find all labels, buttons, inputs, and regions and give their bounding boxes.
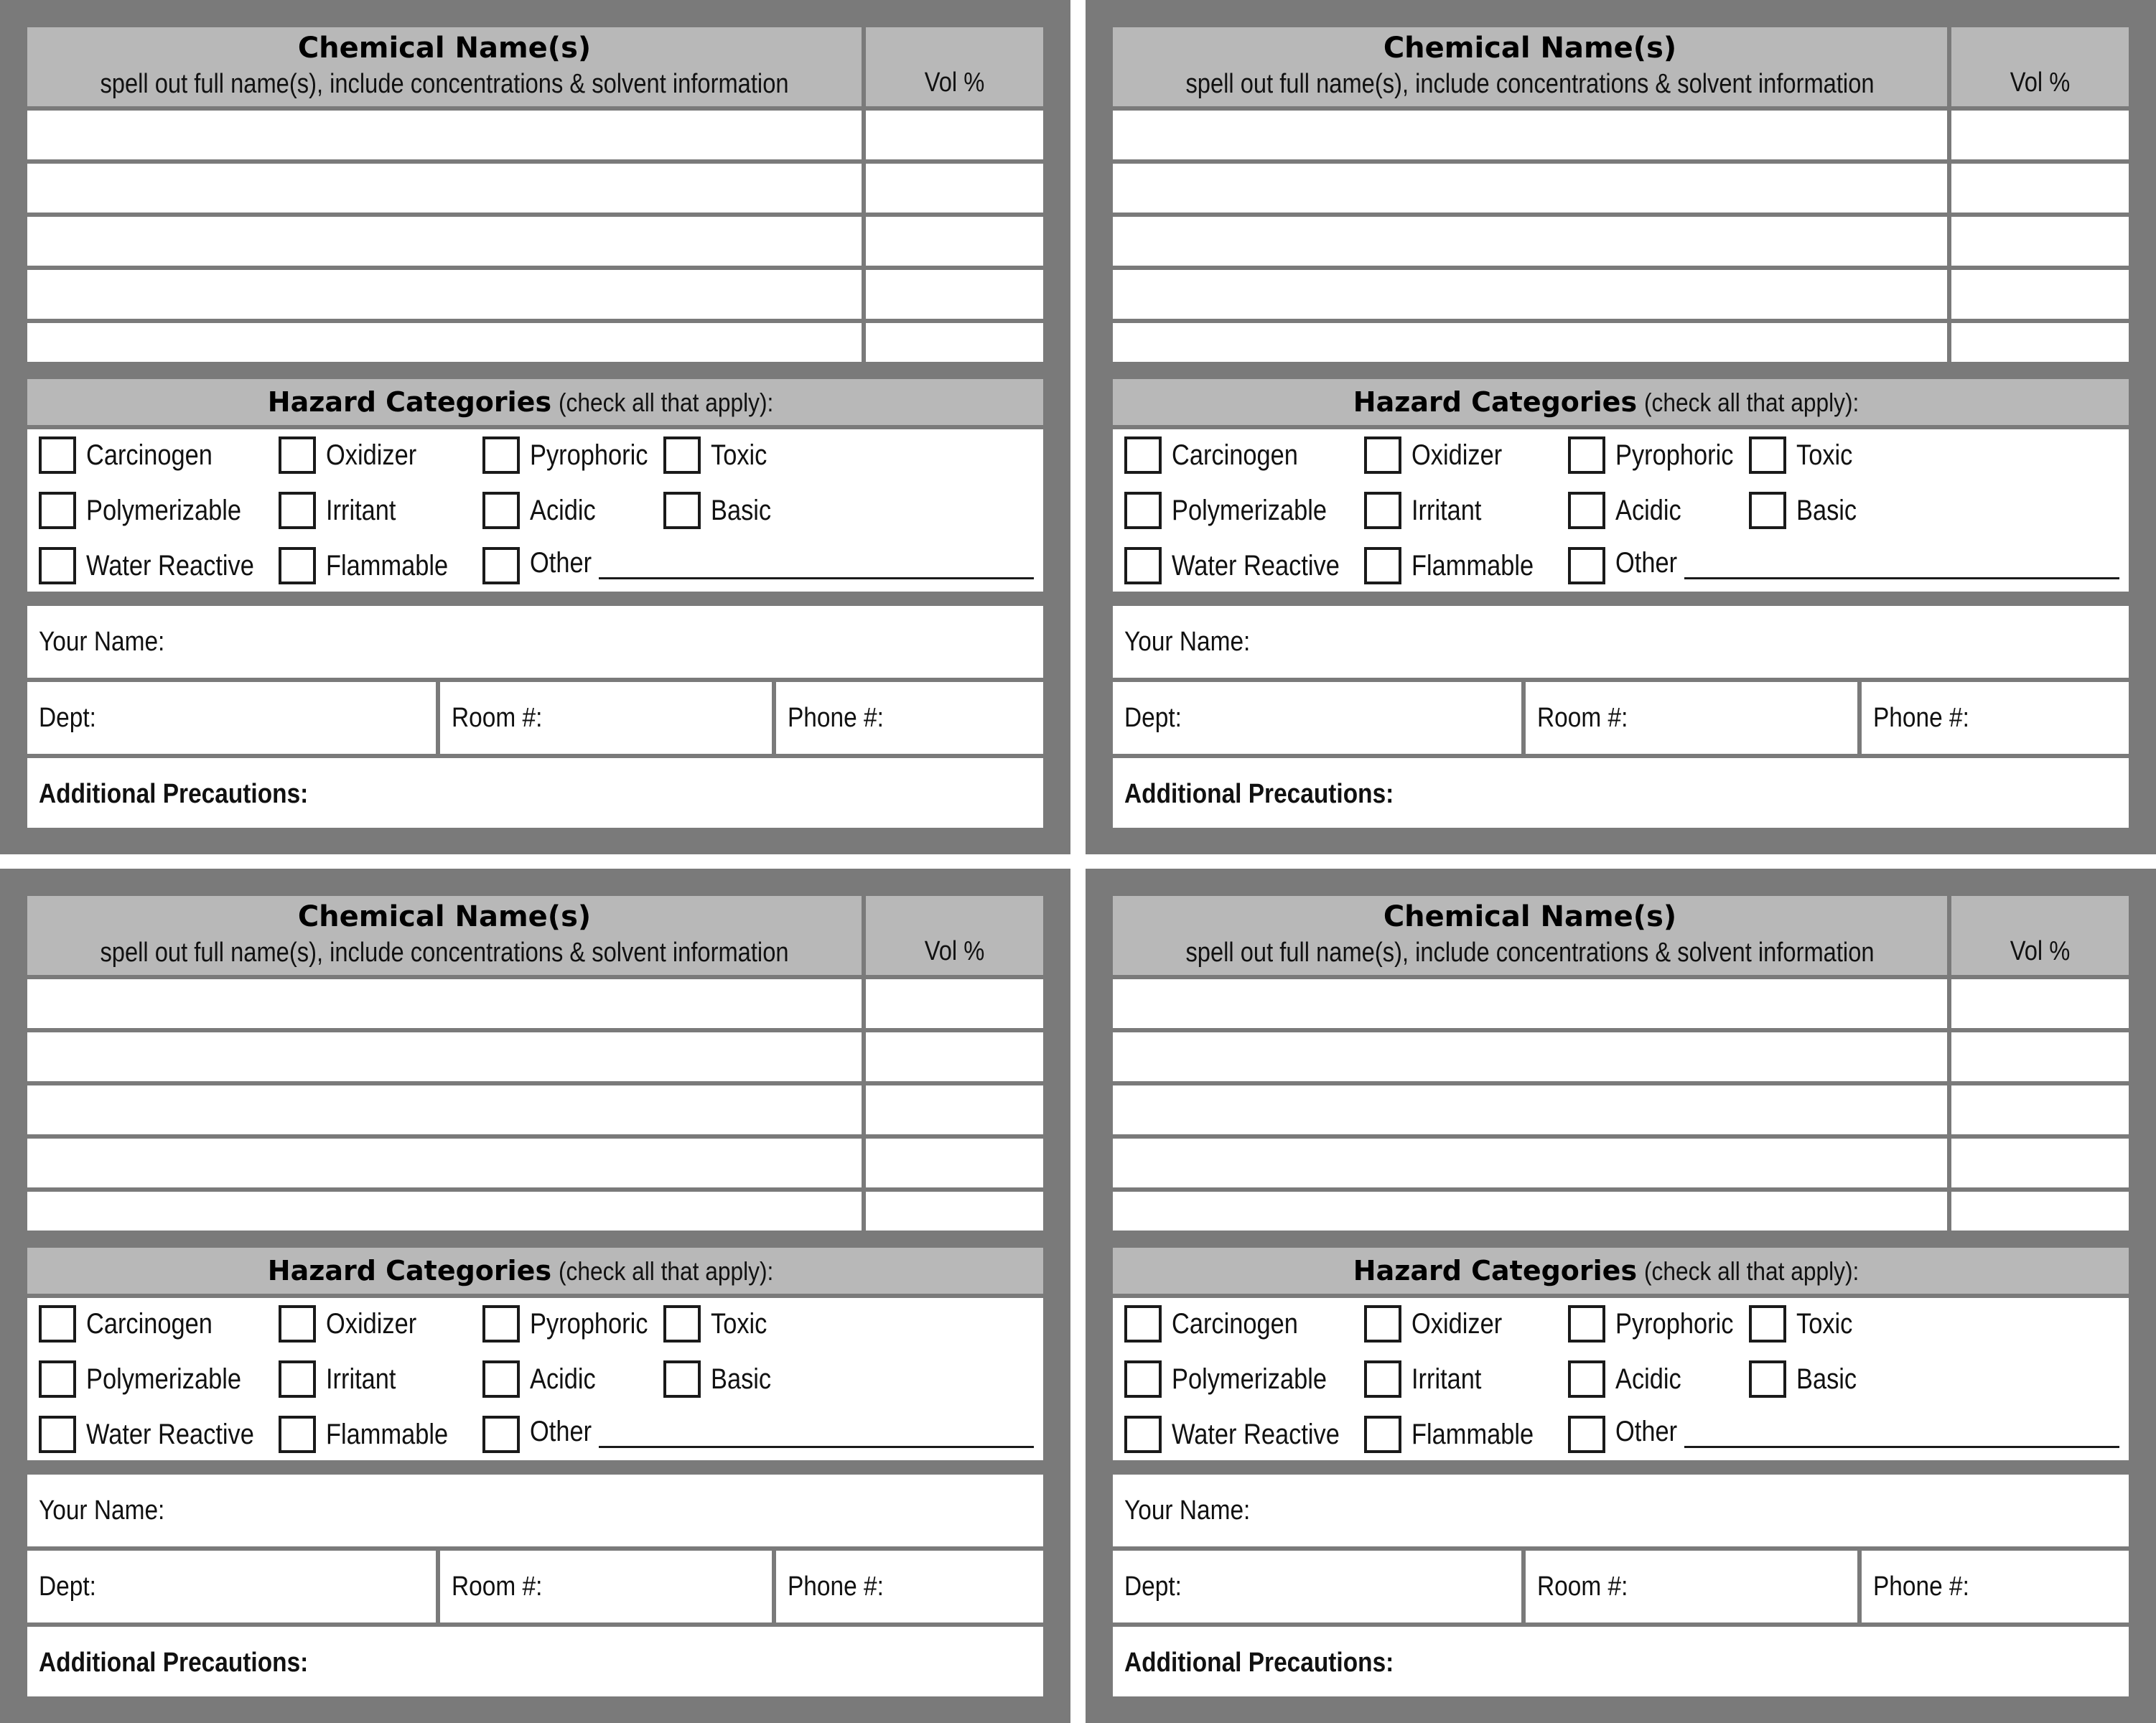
vol-percent-field[interactable] bbox=[1951, 164, 2129, 213]
vol-percent-field[interactable] bbox=[866, 1192, 1043, 1231]
phone-field[interactable] bbox=[776, 1551, 1043, 1622]
phone-label: Phone #: bbox=[1873, 703, 1969, 733]
checkbox-flammable[interactable] bbox=[279, 1416, 316, 1453]
hazard-categories-header bbox=[1113, 379, 2129, 425]
checkbox-label: Irritant bbox=[1411, 1363, 1482, 1395]
hazard-categories-header bbox=[1113, 1248, 2129, 1294]
checkbox-label: Water Reactive bbox=[86, 1419, 254, 1450]
other-write-in-line[interactable] bbox=[1684, 577, 2119, 579]
checkbox-basic[interactable] bbox=[663, 492, 701, 529]
phone-field[interactable] bbox=[776, 682, 1043, 754]
label-inner bbox=[1113, 896, 2129, 1696]
chemical-name-field[interactable] bbox=[27, 1032, 862, 1081]
checkbox-label: Carcinogen bbox=[1172, 439, 1298, 471]
checkbox-label: Flammable bbox=[326, 1419, 449, 1450]
hazard-categories-header bbox=[27, 379, 1043, 425]
chemical-name-title: Chemical Name(s) bbox=[297, 32, 592, 65]
vol-percent-field[interactable] bbox=[1951, 1032, 2129, 1081]
your-name-field[interactable] bbox=[1113, 1475, 2129, 1546]
additional-precautions-label: Additional Precautions: bbox=[39, 1648, 309, 1678]
additional-precautions-field[interactable] bbox=[1113, 1627, 2129, 1696]
checkbox-label: Basic bbox=[1796, 495, 1857, 526]
chemical-name-field[interactable] bbox=[27, 1139, 862, 1187]
checkbox-label: Polymerizable bbox=[1172, 495, 1327, 526]
checkbox-label: Oxidizer bbox=[1411, 439, 1503, 471]
phone-label: Phone #: bbox=[788, 1572, 884, 1602]
hazard-categories-header bbox=[27, 1248, 1043, 1294]
vol-percent-label: Vol % bbox=[2010, 936, 2071, 966]
checkbox-acidic[interactable] bbox=[482, 1360, 520, 1398]
chemical-name-field[interactable] bbox=[27, 979, 862, 1028]
checkbox-flammable[interactable] bbox=[1364, 547, 1401, 584]
your-name-field[interactable] bbox=[27, 606, 1043, 678]
chemical-name-field[interactable] bbox=[27, 1192, 862, 1231]
vol-percent-header bbox=[1951, 896, 2129, 975]
room-field[interactable] bbox=[440, 1551, 772, 1622]
checkbox-flammable[interactable] bbox=[279, 547, 316, 584]
vol-percent-field[interactable] bbox=[866, 164, 1043, 213]
vol-percent-field[interactable] bbox=[866, 1139, 1043, 1187]
vol-percent-field[interactable] bbox=[1951, 1192, 2129, 1231]
chemical-name-header bbox=[1113, 27, 1947, 106]
hazard-categories-title: Hazard Categories bbox=[1353, 1255, 1638, 1287]
checkbox-other[interactable] bbox=[482, 547, 520, 584]
checkbox-oxidizer[interactable] bbox=[1364, 1305, 1401, 1343]
hazard-categories-title: Hazard Categories bbox=[1353, 386, 1638, 418]
hazard-checkbox-panel bbox=[27, 429, 1043, 592]
phone-label: Phone #: bbox=[1873, 1572, 1969, 1602]
chemical-name-header bbox=[27, 896, 862, 975]
checkbox-flammable[interactable] bbox=[1364, 1416, 1401, 1453]
additional-precautions-label: Additional Precautions: bbox=[1124, 1648, 1394, 1678]
vol-percent-label: Vol % bbox=[2010, 67, 2071, 98]
chemical-name-field[interactable] bbox=[27, 323, 862, 362]
additional-precautions-field[interactable] bbox=[27, 758, 1043, 828]
checkbox-label: Other bbox=[1615, 1416, 1678, 1447]
hazard-checkbox-panel bbox=[1113, 429, 2129, 592]
your-name-field[interactable] bbox=[27, 1475, 1043, 1546]
chemical-name-subtitle: spell out full name(s), include concentrations & solvent information bbox=[1185, 938, 1875, 968]
dept-field[interactable] bbox=[1113, 1551, 1521, 1622]
checkbox-label: Acidic bbox=[1615, 1363, 1681, 1395]
your-name-label: Your Name: bbox=[39, 627, 165, 657]
vol-percent-field[interactable] bbox=[1951, 217, 2129, 266]
checkbox-pyrophoric[interactable] bbox=[482, 436, 520, 474]
vol-percent-field[interactable] bbox=[866, 1032, 1043, 1081]
checkbox-label: Basic bbox=[1796, 1363, 1857, 1395]
dept-field[interactable] bbox=[27, 1551, 436, 1622]
chemical-name-title: Chemical Name(s) bbox=[1383, 32, 1677, 65]
checkbox-label: Basic bbox=[711, 1363, 772, 1395]
phone-label: Phone #: bbox=[788, 703, 884, 733]
vol-percent-label: Vol % bbox=[924, 936, 985, 966]
checkbox-label: Toxic bbox=[1796, 1308, 1853, 1340]
checkbox-label: Flammable bbox=[326, 550, 449, 582]
checkbox-acidic[interactable] bbox=[1568, 1360, 1605, 1398]
checkbox-label: Irritant bbox=[326, 1363, 396, 1395]
checkbox-label: Oxidizer bbox=[1411, 1308, 1503, 1340]
chemical-name-field[interactable] bbox=[1113, 1085, 1947, 1134]
checkbox-label: Oxidizer bbox=[326, 439, 417, 471]
room-field[interactable] bbox=[440, 682, 772, 754]
additional-precautions-label: Additional Precautions: bbox=[1124, 779, 1394, 809]
checkbox-label: Toxic bbox=[711, 1308, 767, 1340]
checkbox-water-reactive[interactable] bbox=[1124, 547, 1162, 584]
chemical-name-header bbox=[27, 27, 862, 106]
chemical-name-field[interactable] bbox=[1113, 164, 1947, 213]
checkbox-label: Pyrophoric bbox=[530, 1308, 648, 1340]
checkbox-acidic[interactable] bbox=[1568, 492, 1605, 529]
vol-percent-field[interactable] bbox=[866, 323, 1043, 362]
chemical-name-field[interactable] bbox=[1113, 217, 1947, 266]
room-field[interactable] bbox=[1526, 1551, 1857, 1622]
checkbox-label: Carcinogen bbox=[86, 1308, 213, 1340]
dept-label: Dept: bbox=[39, 1572, 96, 1602]
hazard-categories-title: Hazard Categories bbox=[267, 386, 552, 418]
checkbox-label: Irritant bbox=[1411, 495, 1482, 526]
phone-field[interactable] bbox=[1862, 682, 2129, 754]
hazard-categories-note: (check all that apply): bbox=[1644, 388, 1859, 417]
chemical-name-field[interactable] bbox=[27, 111, 862, 159]
checkbox-basic[interactable] bbox=[663, 1360, 701, 1398]
chemical-name-field[interactable] bbox=[27, 270, 862, 319]
other-write-in-line[interactable] bbox=[599, 577, 1034, 579]
chemical-name-title: Chemical Name(s) bbox=[297, 900, 592, 933]
chemical-name-field[interactable] bbox=[27, 1085, 862, 1134]
hazard-categories-note: (check all that apply): bbox=[1644, 1256, 1859, 1286]
chemical-name-field[interactable] bbox=[27, 217, 862, 266]
vol-percent-field[interactable] bbox=[1951, 1085, 2129, 1134]
checkbox-label: Toxic bbox=[1796, 439, 1853, 471]
checkbox-carcinogen[interactable] bbox=[1124, 1305, 1162, 1343]
checkbox-irritant[interactable] bbox=[1364, 1360, 1401, 1398]
checkbox-irritant[interactable] bbox=[279, 492, 316, 529]
chemical-name-field[interactable] bbox=[1113, 1139, 1947, 1187]
dept-field[interactable] bbox=[1113, 682, 1521, 754]
checkbox-label: Water Reactive bbox=[86, 550, 254, 582]
hazard-checkbox-panel bbox=[1113, 1298, 2129, 1460]
chemical-name-field[interactable] bbox=[1113, 270, 1947, 319]
checkbox-label: Acidic bbox=[530, 495, 596, 526]
checkbox-label: Other bbox=[530, 547, 592, 579]
checkbox-toxic[interactable] bbox=[663, 436, 701, 474]
chemical-name-header bbox=[1113, 896, 1947, 975]
chemical-name-field[interactable] bbox=[1113, 323, 1947, 362]
checkbox-toxic[interactable] bbox=[1749, 1305, 1786, 1343]
room-label: Room #: bbox=[1537, 703, 1628, 733]
vol-percent-header bbox=[1951, 27, 2129, 106]
dept-label: Dept: bbox=[1124, 703, 1182, 733]
additional-precautions-field[interactable] bbox=[1113, 758, 2129, 828]
vol-percent-field[interactable] bbox=[1951, 111, 2129, 159]
checkbox-oxidizer[interactable] bbox=[1364, 436, 1401, 474]
vol-percent-header bbox=[866, 27, 1043, 106]
your-name-label: Your Name: bbox=[1124, 1495, 1251, 1526]
checkbox-label: Pyrophoric bbox=[1615, 1308, 1734, 1340]
checkbox-carcinogen[interactable] bbox=[39, 1305, 76, 1343]
vol-percent-field[interactable] bbox=[866, 111, 1043, 159]
checkbox-label: Carcinogen bbox=[86, 439, 213, 471]
additional-precautions-label: Additional Precautions: bbox=[39, 779, 309, 809]
checkbox-water-reactive[interactable] bbox=[39, 547, 76, 584]
checkbox-polymerizable[interactable] bbox=[1124, 1360, 1162, 1398]
room-label: Room #: bbox=[452, 1572, 543, 1602]
hazard-categories-note: (check all that apply): bbox=[559, 1256, 774, 1286]
vol-percent-field[interactable] bbox=[866, 217, 1043, 266]
vol-percent-field[interactable] bbox=[1951, 979, 2129, 1028]
checkbox-label: Water Reactive bbox=[1172, 1419, 1340, 1450]
checkbox-label: Flammable bbox=[1411, 550, 1534, 582]
chemical-label-bottom-left bbox=[0, 869, 1070, 1723]
additional-precautions-field[interactable] bbox=[27, 1627, 1043, 1696]
checkbox-carcinogen[interactable] bbox=[39, 436, 76, 474]
checkbox-basic[interactable] bbox=[1749, 492, 1786, 529]
chemical-label-bottom-right bbox=[1086, 869, 2156, 1723]
checkbox-water-reactive[interactable] bbox=[1124, 1416, 1162, 1453]
hazard-categories-note: (check all that apply): bbox=[559, 388, 774, 417]
checkbox-label: Other bbox=[1615, 547, 1678, 579]
checkbox-pyrophoric[interactable] bbox=[1568, 436, 1605, 474]
checkbox-other[interactable] bbox=[482, 1416, 520, 1453]
chemical-name-title: Chemical Name(s) bbox=[1383, 900, 1677, 933]
checkbox-label: Acidic bbox=[530, 1363, 596, 1395]
checkbox-irritant[interactable] bbox=[279, 1360, 316, 1398]
checkbox-label: Polymerizable bbox=[1172, 1363, 1327, 1395]
checkbox-label: Flammable bbox=[1411, 1419, 1534, 1450]
checkbox-label: Toxic bbox=[711, 439, 767, 471]
hazard-categories-title: Hazard Categories bbox=[267, 1255, 552, 1287]
room-label: Room #: bbox=[452, 703, 543, 733]
checkbox-toxic[interactable] bbox=[1749, 436, 1786, 474]
dept-label: Dept: bbox=[1124, 1572, 1182, 1602]
checkbox-label: Pyrophoric bbox=[530, 439, 648, 471]
hazard-checkbox-panel bbox=[27, 1298, 1043, 1460]
checkbox-toxic[interactable] bbox=[663, 1305, 701, 1343]
vol-percent-field[interactable] bbox=[1951, 323, 2129, 362]
checkbox-oxidizer[interactable] bbox=[279, 436, 316, 474]
checkbox-label: Irritant bbox=[326, 495, 396, 526]
room-label: Room #: bbox=[1537, 1572, 1628, 1602]
chemical-label-top-left bbox=[0, 0, 1070, 854]
your-name-field[interactable] bbox=[1113, 606, 2129, 678]
chemical-name-field[interactable] bbox=[27, 164, 862, 213]
checkbox-label: Oxidizer bbox=[326, 1308, 417, 1340]
checkbox-pyrophoric[interactable] bbox=[1568, 1305, 1605, 1343]
vol-percent-label: Vol % bbox=[924, 67, 985, 98]
checkbox-other[interactable] bbox=[1568, 547, 1605, 584]
checkbox-polymerizable[interactable] bbox=[39, 492, 76, 529]
chemical-name-subtitle: spell out full name(s), include concentrations & solvent information bbox=[100, 938, 789, 968]
checkbox-irritant[interactable] bbox=[1364, 492, 1401, 529]
checkbox-acidic[interactable] bbox=[482, 492, 520, 529]
checkbox-label: Polymerizable bbox=[86, 1363, 242, 1395]
checkbox-pyrophoric[interactable] bbox=[482, 1305, 520, 1343]
chemical-name-field[interactable] bbox=[1113, 979, 1947, 1028]
chemical-name-subtitle: spell out full name(s), include concentrations & solvent information bbox=[1185, 69, 1875, 99]
checkbox-water-reactive[interactable] bbox=[39, 1416, 76, 1453]
checkbox-label: Basic bbox=[711, 495, 772, 526]
chemical-name-subtitle: spell out full name(s), include concentrations & solvent information bbox=[100, 69, 789, 99]
your-name-label: Your Name: bbox=[1124, 627, 1251, 657]
label-inner bbox=[27, 896, 1043, 1696]
phone-field[interactable] bbox=[1862, 1551, 2129, 1622]
checkbox-label: Polymerizable bbox=[86, 495, 242, 526]
vol-percent-header bbox=[866, 896, 1043, 975]
chemical-name-field[interactable] bbox=[1113, 1032, 1947, 1081]
dept-field[interactable] bbox=[27, 682, 436, 754]
checkbox-carcinogen[interactable] bbox=[1124, 436, 1162, 474]
vol-percent-field[interactable] bbox=[1951, 270, 2129, 319]
other-write-in-line[interactable] bbox=[599, 1446, 1034, 1448]
checkbox-label: Acidic bbox=[1615, 495, 1681, 526]
label-inner bbox=[1113, 27, 2129, 828]
vol-percent-field[interactable] bbox=[866, 270, 1043, 319]
other-write-in-line[interactable] bbox=[1684, 1446, 2119, 1448]
checkbox-polymerizable[interactable] bbox=[39, 1360, 76, 1398]
checkbox-oxidizer[interactable] bbox=[279, 1305, 316, 1343]
room-field[interactable] bbox=[1526, 682, 1857, 754]
your-name-label: Your Name: bbox=[39, 1495, 165, 1526]
label-inner bbox=[27, 27, 1043, 828]
checkbox-other[interactable] bbox=[1568, 1416, 1605, 1453]
checkbox-label: Carcinogen bbox=[1172, 1308, 1298, 1340]
checkbox-basic[interactable] bbox=[1749, 1360, 1786, 1398]
chemical-name-field[interactable] bbox=[1113, 1192, 1947, 1231]
vol-percent-field[interactable] bbox=[866, 1085, 1043, 1134]
checkbox-label: Water Reactive bbox=[1172, 550, 1340, 582]
chemical-name-field[interactable] bbox=[1113, 111, 1947, 159]
chemical-label-top-right bbox=[1086, 0, 2156, 854]
dept-label: Dept: bbox=[39, 703, 96, 733]
vol-percent-field[interactable] bbox=[1951, 1139, 2129, 1187]
checkbox-polymerizable[interactable] bbox=[1124, 492, 1162, 529]
checkbox-label: Other bbox=[530, 1416, 592, 1447]
checkbox-label: Pyrophoric bbox=[1615, 439, 1734, 471]
vol-percent-field[interactable] bbox=[866, 979, 1043, 1028]
